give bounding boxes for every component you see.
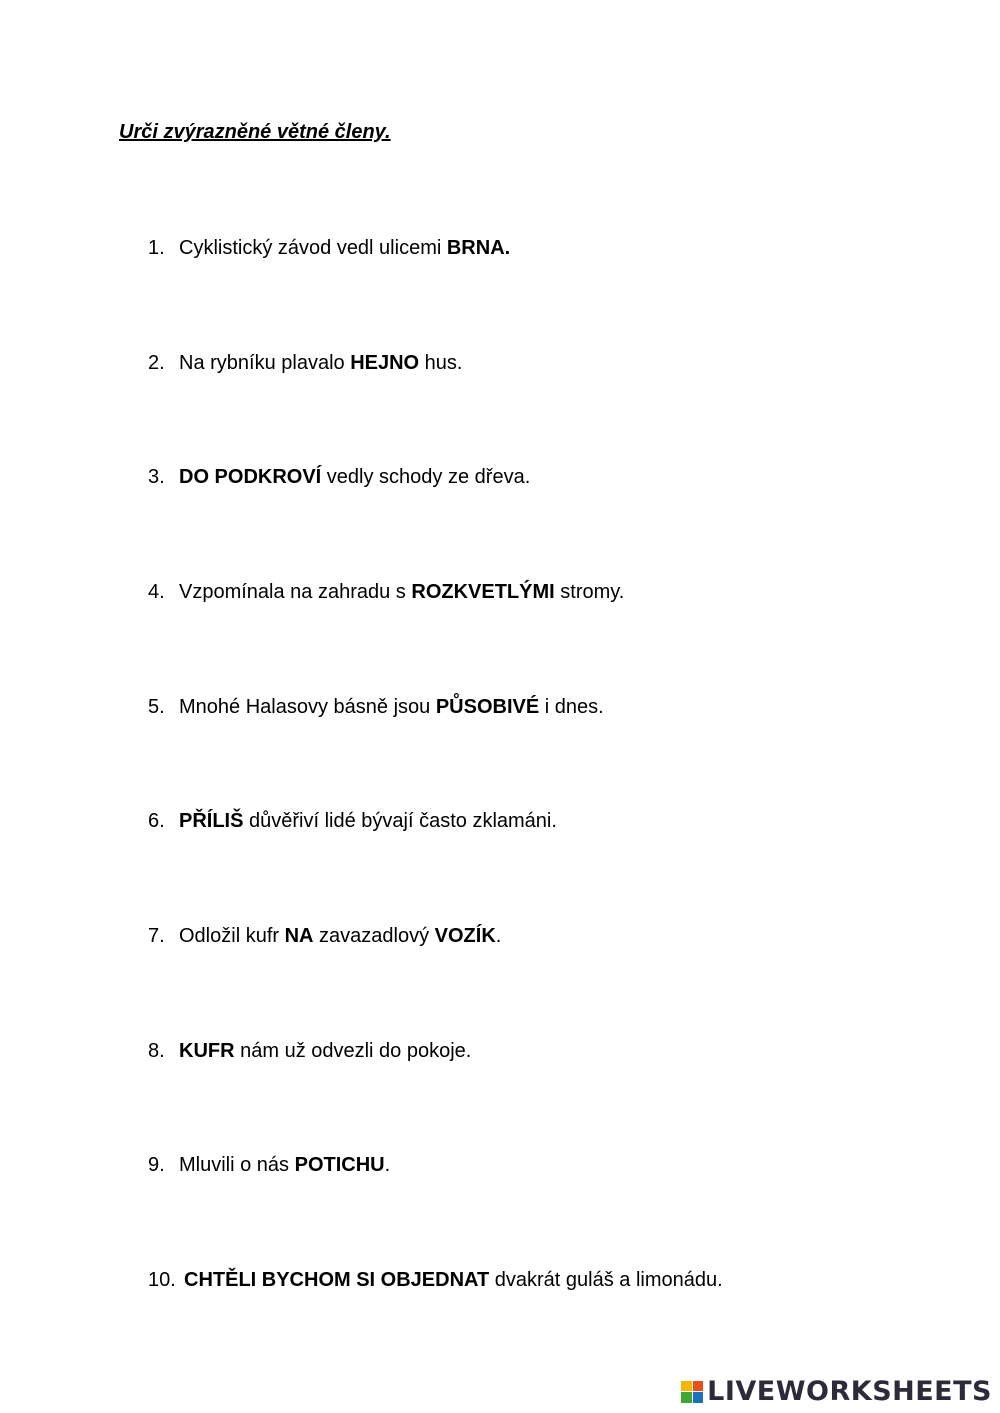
- sentence-text: Vzpomínala na zahradu s: [179, 581, 412, 603]
- sentence-text: hus.: [419, 352, 463, 374]
- highlighted-term: DO PODKROVÍ: [179, 466, 322, 488]
- highlighted-term: KUFR: [179, 1040, 235, 1062]
- item-number: 2.: [148, 352, 165, 374]
- item-number: 9.: [148, 1154, 165, 1176]
- exercise-item: [148, 348, 462, 378]
- sentence-text: Mluvili o nás: [179, 1154, 295, 1176]
- item-number: 5.: [148, 696, 165, 718]
- sentence-text: dvakrát guláš a limonádu.: [489, 1269, 723, 1291]
- highlighted-term: VOZÍK: [434, 925, 496, 947]
- highlighted-term: CHTĚLI BYCHOM SI OBJEDNAT: [184, 1269, 490, 1291]
- highlighted-term: NA: [284, 925, 314, 947]
- exercise-item: [148, 577, 624, 607]
- item-number: 10.: [148, 1269, 176, 1291]
- liveworksheets-logo: [681, 1376, 992, 1407]
- highlighted-term: BRNA.: [446, 237, 511, 259]
- highlighted-term: ROZKVETLÝMI: [411, 581, 555, 603]
- highlighted-term: PŮSOBIVÉ: [435, 696, 540, 718]
- highlighted-term: PŘÍLIŠ: [179, 810, 244, 832]
- sentence-text: Cyklistický závod vedl ulicemi: [179, 237, 447, 259]
- exercise-item: [148, 806, 557, 836]
- sentence-text: .: [384, 1154, 391, 1176]
- logo-text: LIVEWORKSHEETS: [707, 1376, 992, 1407]
- exercise-item: [148, 1265, 723, 1295]
- exercise-item: [148, 233, 510, 263]
- exercise-item: [148, 921, 501, 951]
- item-number: 4.: [148, 581, 165, 603]
- item-number: 1.: [148, 237, 165, 259]
- sentence-text: Odložil kufr: [179, 925, 285, 947]
- sentence-text: zavazadlový: [313, 925, 435, 947]
- sentence-text: Mnohé Halasovy básně jsou: [179, 696, 436, 718]
- item-number: 6.: [148, 810, 165, 832]
- worksheet-heading: Urči zvýrazněné větné členy.: [119, 121, 391, 143]
- sentence-text: vedly schody ze dřeva.: [321, 466, 531, 488]
- sentence-text: i dnes.: [539, 696, 604, 718]
- exercise-item: [148, 1036, 471, 1066]
- item-number: 8.: [148, 1040, 165, 1062]
- sentence-text: nám už odvezli do pokoje.: [234, 1040, 472, 1062]
- logo-mark-icon: [681, 1381, 703, 1403]
- sentence-text: stromy.: [554, 581, 625, 603]
- sentence-text: .: [495, 925, 502, 947]
- item-number: 3.: [148, 466, 165, 488]
- item-number: 7.: [148, 925, 165, 947]
- highlighted-term: HEJNO: [350, 352, 420, 374]
- exercise-item: [148, 1150, 390, 1180]
- highlighted-term: POTICHU: [294, 1154, 385, 1176]
- exercise-item: [148, 692, 604, 722]
- sentence-text: důvěřiví lidé bývají často zklamáni.: [243, 810, 557, 832]
- exercise-item: [148, 462, 530, 492]
- sentence-text: Na rybníku plavalo: [179, 352, 351, 374]
